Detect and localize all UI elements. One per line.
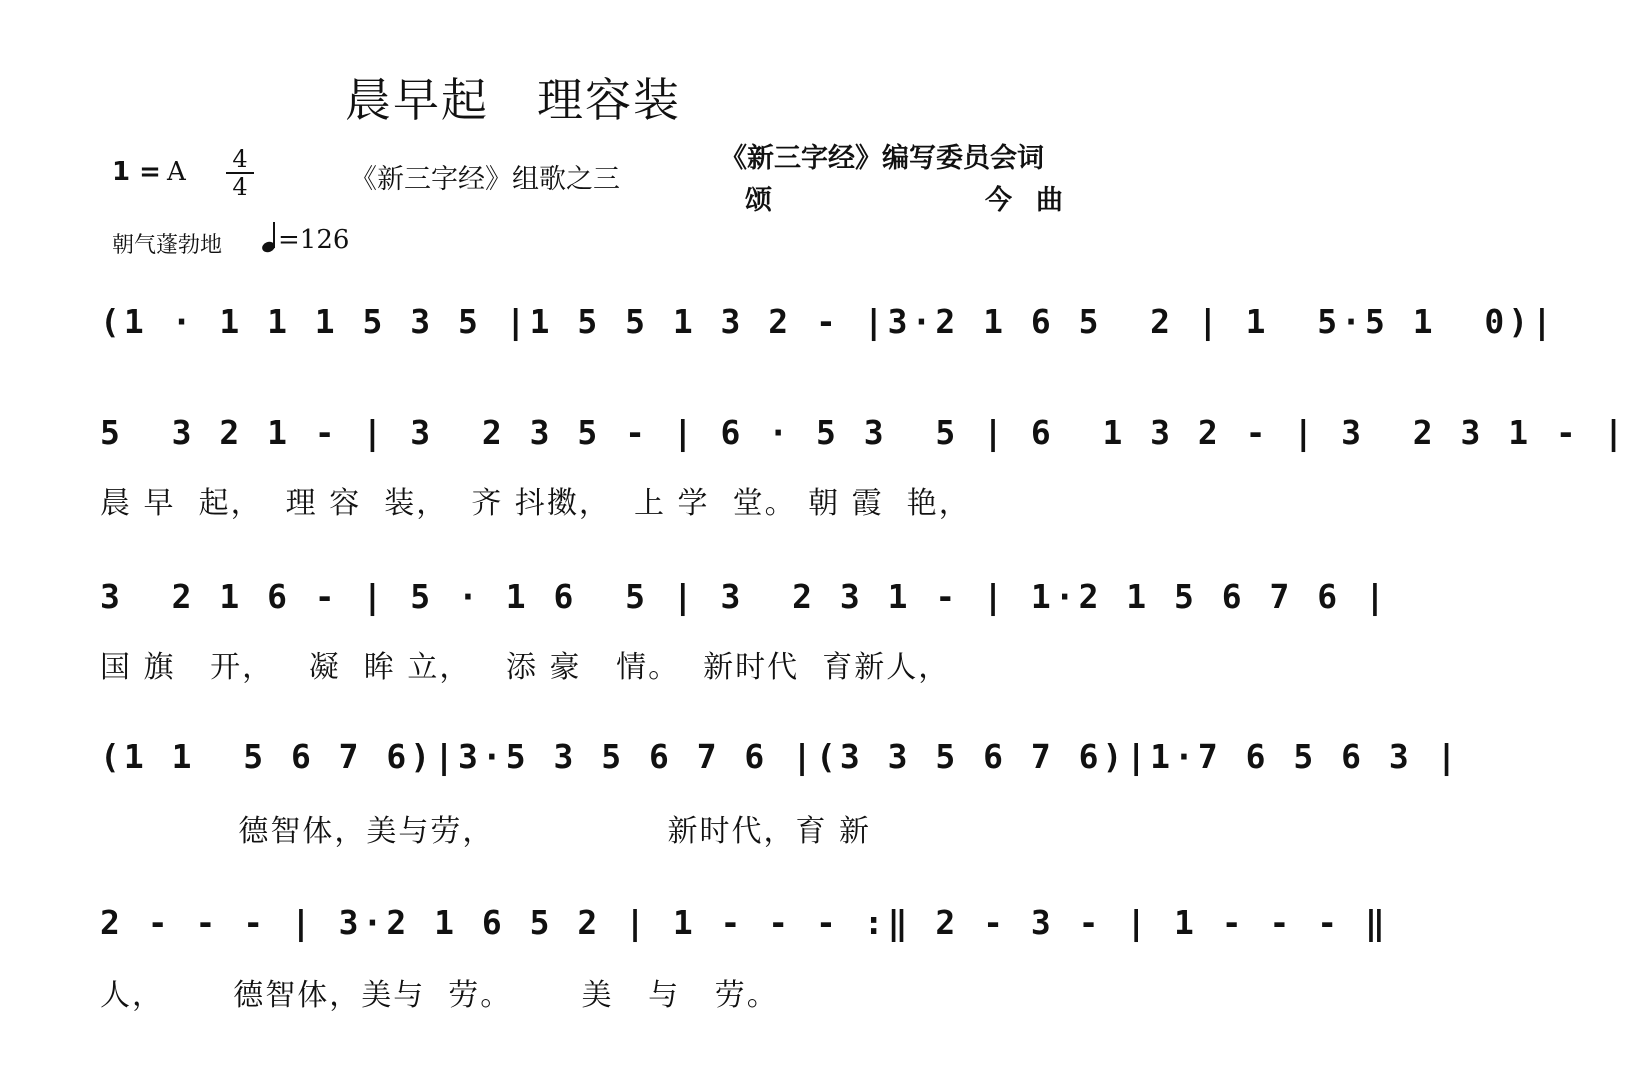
tempo-value: =126 <box>278 225 350 255</box>
lyrics-line-5: 人， 德智体，美与 劳。 美 与 劳。 <box>100 978 779 1013</box>
notes-line-2: 5 3 2 1 - | 3 2 3 5 - | 6 · 5 3 5 | 6 1 3 2 - | 3 2 3 1 - | <box>100 413 1628 452</box>
score-line-5 <box>100 898 1389 948</box>
notes-line-1: (1 · 1 1 1 5 3 5 |1 5 5 1 3 2 - |3·2 1 6 5 2 | 1 5·5 1 0)| <box>100 302 1556 341</box>
subtitle: 《新三字经》组歌之三 <box>350 164 620 195</box>
key-prefix: 1 = <box>112 157 161 187</box>
key-note: A <box>166 157 186 187</box>
lyrics-line-4: 德智体，美与劳， 新时代，育 新 <box>100 814 872 849</box>
composer-name-part: 颂 <box>745 185 772 216</box>
time-bottom: 4 <box>232 173 248 201</box>
tempo-mark <box>262 222 349 255</box>
lyricist-credit: 《新三字经》编写委员会词 <box>720 143 1044 174</box>
score-line-3 <box>100 572 1389 622</box>
notes-line-3: 3 2 1 6 - | 5 · 1 6 5 | 3 2 3 1 - | 1·2 1 5 6 7 6 | <box>100 577 1389 616</box>
notes-line-4: (1 1 5 6 7 6)|3·5 3 5 6 7 6 |(3 3 5 6 7 6)|1·7 6 5 6 3 | <box>100 737 1461 776</box>
time-top: 4 <box>232 145 248 173</box>
key-signature <box>112 157 186 187</box>
notes-line-5: 2 - - - | 3·2 1 6 5 2 | 1 - - - :‖ 2 - 3 - | 1 - - - ‖ <box>100 903 1389 942</box>
quarter-note-icon <box>262 222 278 252</box>
lyrics-line-3: 国 旗 开， 凝 眸 立， 添 豪 情。 新时代 育新人， <box>100 650 951 685</box>
lyrics-line-2: 晨 早 起， 理 容 装， 齐 抖擞， 上 学 堂。 朝 霞 艳， <box>100 486 971 521</box>
composer-credit: 今曲 <box>985 185 1087 216</box>
score-line-1 <box>100 297 1556 347</box>
song-title: 晨早起 理容装 <box>345 73 681 127</box>
expression-mark: 朝气蓬勃地 <box>112 233 223 258</box>
score-line-4 <box>100 732 1461 782</box>
score-line-2 <box>100 408 1628 458</box>
time-signature <box>226 145 254 201</box>
